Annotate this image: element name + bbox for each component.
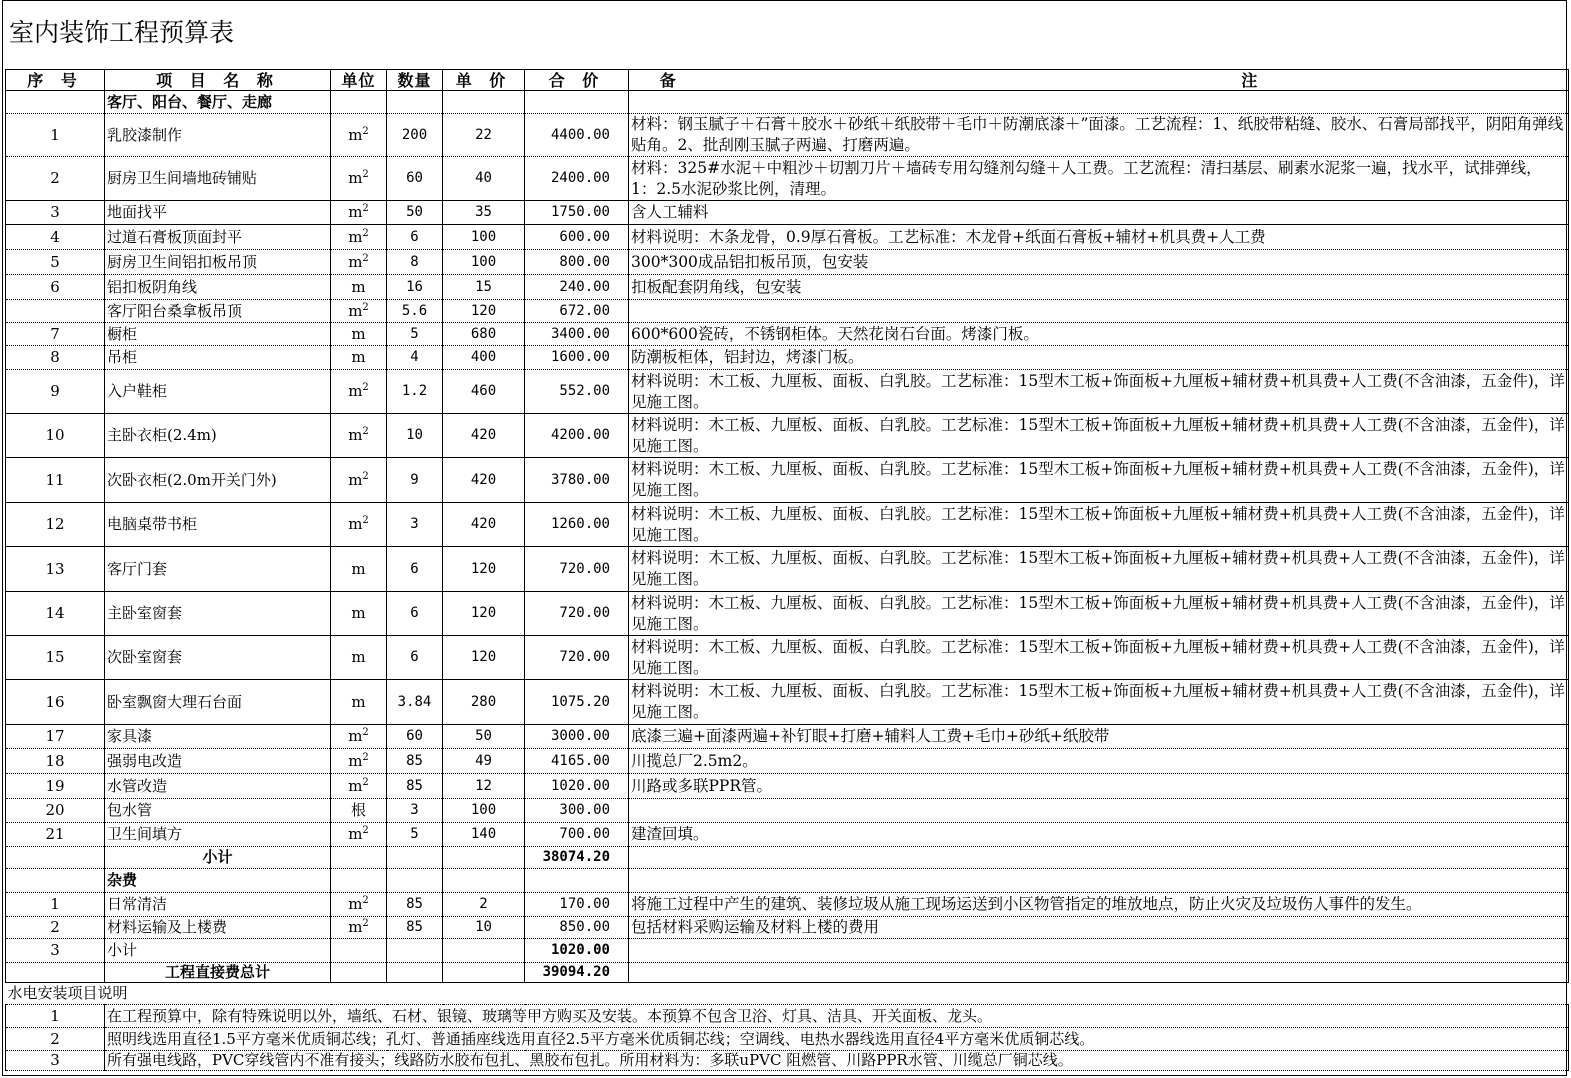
row-total: 4165.00 (525, 749, 629, 774)
blank (443, 869, 525, 893)
notes-title-row (6, 983, 1569, 1005)
row-total: 800.00 (525, 250, 629, 275)
row-unit-sup: 2 (362, 751, 369, 763)
row-total: 720.00 (525, 592, 629, 636)
header-name: 项 目 名 称 (105, 70, 331, 91)
section-title: 杂费 (105, 869, 331, 893)
row-unit (331, 893, 387, 917)
row-unit-text: m (348, 382, 363, 400)
row-name: 过道石膏板顶面封平 (105, 225, 331, 250)
misc-row (6, 917, 1569, 939)
row-unit-text: m (348, 727, 363, 745)
row-qty: 8 (387, 250, 443, 275)
row-no: 2 (6, 917, 105, 939)
row-price: 400 (443, 346, 525, 370)
row-total: 4200.00 (525, 414, 629, 458)
table-row (6, 300, 1569, 323)
row-qty: 5 (387, 323, 443, 346)
table-row (6, 636, 1569, 680)
row-unit (331, 323, 387, 346)
row-unit-text: m (351, 648, 366, 666)
row-name: 厨房卫生间铝扣板吊顶 (105, 250, 331, 275)
blank (629, 847, 1569, 869)
row-unit-text: m (348, 470, 363, 489)
row-no: 9 (6, 370, 105, 414)
table-row (6, 547, 1569, 592)
row-total: 720.00 (525, 547, 629, 592)
row-unit-sup: 2 (362, 426, 369, 437)
row-total: 700.00 (525, 823, 629, 847)
header-qty: 数量 (387, 70, 443, 91)
row-unit (331, 939, 387, 963)
row-qty: 60 (387, 725, 443, 749)
row-remark: 防潮板柜体，铝封边，烤漆门板。 (629, 346, 1569, 370)
row-unit-text: m (348, 125, 363, 144)
subtotal-blank (6, 847, 105, 869)
row-unit (331, 225, 387, 250)
blank (331, 847, 387, 869)
row-remark: 扣板配套阴角线，包安装 (629, 275, 1569, 300)
row-unit (331, 503, 387, 547)
row-unit-sup: 2 (362, 382, 369, 393)
row-name: 电脑桌带书柜 (105, 503, 331, 547)
row-no: 19 (6, 774, 105, 799)
row-unit-text: m (348, 825, 363, 843)
row-qty: 85 (387, 749, 443, 774)
row-no: 14 (6, 592, 105, 636)
row-remark: 材料说明：木工板、九厘板、面板、白乳胶。工艺标准：15型木工板+饰面板+九厘板+辅材费+机具费+人工费(不含油漆，五金件)，详见施工图。 (629, 680, 1569, 725)
row-price: 120 (443, 300, 525, 323)
row-remark: 600*600瓷砖，不锈钢柜体。天然花岗石台面。烤漆门板。 (629, 323, 1569, 346)
budget-table (5, 69, 1569, 1071)
row-price: 22 (443, 114, 525, 157)
row-qty: 85 (387, 893, 443, 917)
row-price: 280 (443, 680, 525, 725)
row-total: 300.00 (525, 799, 629, 823)
header-row (6, 70, 1569, 91)
table-row (6, 370, 1569, 414)
row-unit-text: 根 (350, 801, 366, 819)
row-name: 主卧衣柜(2.4m) (105, 414, 331, 458)
row-qty: 3 (387, 503, 443, 547)
row-unit-text: m (351, 604, 366, 622)
row-total: 600.00 (525, 225, 629, 250)
row-no: 13 (6, 547, 105, 592)
row-unit-sup: 2 (362, 301, 369, 313)
blank (387, 847, 443, 869)
note-text: 在工程预算中，除有特殊说明以外，墙纸、石材、银镜、玻璃等甲方购买及安装。本预算不包含卫浴、灯具、洁具、开关面板、龙头。 (105, 1005, 1569, 1028)
row-remark: 底漆三遍+面漆两遍+补钉眼+打磨+辅料人工费+毛巾+砂纸+纸胶带 (629, 725, 1569, 749)
header-remark-1: 备 (659, 70, 676, 90)
row-remark: 材料说明：木工板、九厘板、面板、白乳胶。工艺标准：15型木工板+饰面板+九厘板+辅材费+机具费+人工费(不含油漆，五金件)，详见施工图。 (629, 503, 1569, 547)
row-remark: 材料说明：木工板、九厘板、面板、白乳胶。工艺标准：15型木工板+饰面板+九厘板+辅材费+机具费+人工费(不含油漆，五金件)，详见施工图。 (629, 547, 1569, 592)
row-unit-text: m (348, 426, 363, 444)
table-row (6, 823, 1569, 847)
row-price: 12 (443, 774, 525, 799)
table-row (6, 503, 1569, 547)
table-row (6, 725, 1569, 749)
row-no: 2 (6, 157, 105, 201)
row-qty: 16 (387, 275, 443, 300)
section-row (6, 869, 1569, 893)
row-price: 50 (443, 725, 525, 749)
blank (6, 963, 105, 983)
row-remark: 材料：钢玉腻子＋石膏＋胶水＋砂纸＋纸胶带＋毛巾＋防潮底漆＋”面漆。工艺流程：1、纸胶带粘缝、胶水、石膏局部找平，阴阳角弹线贴角。2、批刮刚玉腻子两遍、打磨两遍。 (629, 114, 1569, 157)
row-remark: 将施工过程中产生的建筑、装修垃圾从施工现场运送到小区物管指定的堆放地点，防止火灾及垃圾伤人事件的发生。 (629, 893, 1569, 917)
row-total: 4400.00 (525, 114, 629, 157)
row-name: 铝扣板阴角线 (105, 275, 331, 300)
blank (443, 847, 525, 869)
row-total: 3400.00 (525, 323, 629, 346)
row-name: 厨房卫生间墙地砖铺贴 (105, 157, 331, 201)
row-price: 49 (443, 749, 525, 774)
row-remark: 材料说明：木工板、九厘板、面板、白乳胶。工艺标准：15型木工板+饰面板+九厘板+辅材费+机具费+人工费(不含油漆，五金件)，详见施工图。 (629, 636, 1569, 680)
table-row (6, 458, 1569, 503)
row-unit-sup: 2 (362, 125, 369, 137)
row-qty: 3 (387, 799, 443, 823)
row-unit-text: m (351, 559, 366, 578)
row-name: 橱柜 (105, 323, 331, 346)
header-total: 合 价 (525, 70, 629, 91)
row-no: 17 (6, 725, 105, 749)
grand-total-value: 39094.20 (525, 963, 629, 983)
row-unit-sup: 2 (362, 252, 369, 264)
table-row (6, 225, 1569, 250)
row-name: 主卧室窗套 (105, 592, 331, 636)
row-unit-text: m (351, 348, 366, 366)
row-unit-sup: 2 (362, 776, 369, 788)
row-name: 地面找平 (105, 201, 331, 225)
row-price: 680 (443, 323, 525, 346)
row-unit (331, 636, 387, 680)
row-price: 420 (443, 458, 525, 503)
blank (629, 869, 1569, 893)
subtotal-value: 38074.20 (525, 847, 629, 869)
row-unit-sup: 2 (362, 825, 369, 836)
row-name: 吊柜 (105, 346, 331, 370)
table-row (6, 749, 1569, 774)
row-unit (331, 250, 387, 275)
row-name: 材料运输及上楼费 (105, 917, 331, 939)
row-no: 7 (6, 323, 105, 346)
header-remark (629, 70, 1569, 91)
row-name: 水管改造 (105, 774, 331, 799)
table-row (6, 592, 1569, 636)
note-no: 1 (6, 1005, 105, 1028)
blank (629, 963, 1569, 983)
row-unit-sup: 2 (362, 169, 369, 180)
row-total: 3000.00 (525, 725, 629, 749)
row-unit-sup: 2 (362, 203, 369, 214)
row-unit (331, 114, 387, 157)
row-remark: 建渣回填。 (629, 823, 1569, 847)
row-price: 460 (443, 370, 525, 414)
row-no: 16 (6, 680, 105, 725)
row-no: 1 (6, 893, 105, 917)
row-unit (331, 157, 387, 201)
row-remark: 材料：325#水泥＋中粗沙＋切割刀片＋墙砖专用勾缝剂勾缝＋人工费。工艺流程：清扫基层、刷素水泥浆一遍，找水平，试排弹线，1：2.5水泥砂浆比例，清理。 (629, 157, 1569, 201)
budget-sheet (2, 0, 1567, 1076)
row-price (443, 939, 525, 963)
row-no: 20 (6, 799, 105, 823)
table-row (6, 114, 1569, 157)
section-row (6, 91, 1569, 114)
row-price: 100 (443, 799, 525, 823)
row-qty: 6 (387, 636, 443, 680)
grand-total-label: 工程直接费总计 (105, 963, 331, 983)
row-qty: 200 (387, 114, 443, 157)
row-unit-text: m (348, 169, 363, 187)
section-title: 客厅、阳台、餐厅、走廊 (105, 91, 331, 114)
row-no: 10 (6, 414, 105, 458)
row-remark (629, 939, 1569, 963)
table-row (6, 346, 1569, 370)
row-price: 100 (443, 250, 525, 275)
table-row (6, 799, 1569, 823)
note-row (6, 1051, 1569, 1071)
row-qty: 85 (387, 774, 443, 799)
row-unit (331, 300, 387, 323)
row-price: 420 (443, 414, 525, 458)
sheet-title: 室内装饰工程预算表 (9, 18, 235, 47)
row-unit (331, 749, 387, 774)
row-unit-text: m (348, 776, 363, 795)
row-no: 15 (6, 636, 105, 680)
table-row (6, 680, 1569, 725)
row-unit (331, 458, 387, 503)
row-no: 21 (6, 823, 105, 847)
row-no: 6 (6, 275, 105, 300)
row-total: 3780.00 (525, 458, 629, 503)
row-remark: 材料说明：木工板、九厘板、面板、白乳胶。工艺标准：15型木工板+饰面板+九厘板+辅材费+机具费+人工费(不含油漆，五金件)，详见施工图。 (629, 370, 1569, 414)
row-remark: 含人工辅料 (629, 201, 1569, 225)
row-no: 8 (6, 346, 105, 370)
row-unit-sup: 2 (362, 727, 369, 738)
row-name: 次卧室窗套 (105, 636, 331, 680)
row-price: 40 (443, 157, 525, 201)
row-name: 强弱电改造 (105, 749, 331, 774)
header-price: 单 价 (443, 70, 525, 91)
row-unit (331, 592, 387, 636)
row-no: 18 (6, 749, 105, 774)
row-total: 850.00 (525, 917, 629, 939)
row-unit-text: m (351, 324, 366, 343)
row-unit (331, 823, 387, 847)
row-name: 家具漆 (105, 725, 331, 749)
header-no: 序 号 (6, 70, 105, 91)
row-no: 5 (6, 250, 105, 275)
row-no: 3 (6, 939, 105, 963)
row-total: 1075.20 (525, 680, 629, 725)
table-row (6, 414, 1569, 458)
row-name: 入户鞋柜 (105, 370, 331, 414)
row-total: 1600.00 (525, 346, 629, 370)
row-qty: 3.84 (387, 680, 443, 725)
note-no: 2 (6, 1028, 105, 1051)
row-unit (331, 370, 387, 414)
row-remark: 材料说明：木工板、九厘板、面板、白乳胶。工艺标准：15型木工板+饰面板+九厘板+辅材费+机具费+人工费(不含油漆，五金件)，详见施工图。 (629, 414, 1569, 458)
row-unit (331, 547, 387, 592)
table-row (6, 323, 1569, 346)
row-qty: 9 (387, 458, 443, 503)
row-unit-text: m (348, 895, 363, 913)
table-row (6, 774, 1569, 799)
subtotal-row (6, 847, 1569, 869)
row-remark (629, 799, 1569, 823)
row-qty: 6 (387, 547, 443, 592)
row-price: 35 (443, 201, 525, 225)
row-price: 100 (443, 225, 525, 250)
row-name: 包水管 (105, 799, 331, 823)
row-qty (387, 939, 443, 963)
row-unit-text: m (348, 203, 363, 221)
row-name: 客厅阳台桑拿板吊顶 (105, 300, 331, 323)
row-name: 乳胶漆制作 (105, 114, 331, 157)
row-unit (331, 414, 387, 458)
row-unit-text: m (351, 277, 366, 296)
row-unit-text: m (348, 918, 363, 936)
row-name: 卫生间填方 (105, 823, 331, 847)
row-qty: 1.2 (387, 370, 443, 414)
note-no: 3 (6, 1051, 105, 1071)
row-price: 2 (443, 893, 525, 917)
row-unit-sup: 2 (362, 918, 369, 929)
row-total: 1260.00 (525, 503, 629, 547)
row-qty: 6 (387, 225, 443, 250)
row-remark: 川路或多联PPR管。 (629, 774, 1569, 799)
note-text: 照明线选用直径1.5平方毫米优质铜芯线；孔灯、普通插座线选用直径2.5平方毫米优质铜芯线；空调线、电热水器线选用直径4平方毫米优质铜芯线。 (105, 1028, 1569, 1051)
note-row (6, 1005, 1569, 1028)
row-qty: 6 (387, 592, 443, 636)
row-unit (331, 799, 387, 823)
subtotal-label: 小计 (105, 847, 331, 869)
row-unit-text: m (348, 515, 363, 533)
row-no: 1 (6, 114, 105, 157)
row-qty: 5.6 (387, 300, 443, 323)
row-name: 次卧衣柜(2.0m开关门外) (105, 458, 331, 503)
row-total: 720.00 (525, 636, 629, 680)
row-qty: 10 (387, 414, 443, 458)
row-unit-sup: 2 (362, 515, 369, 526)
table-row (6, 250, 1569, 275)
note-row (6, 1028, 1569, 1051)
note-text: 所有强电线路，PVC穿线管内不准有接头；线路防水胶布包扎、黑胶布包扎。所用材料为：多联uPVC 阻燃管、川路PPR水管、川缆总厂铜芯线。 (105, 1051, 1569, 1071)
row-remark: 材料说明：木工板、九厘板、面板、白乳胶。工艺标准：15型木工板+饰面板+九厘板+辅材费+机具费+人工费(不含油漆，五金件)，详见施工图。 (629, 458, 1569, 503)
row-price: 120 (443, 592, 525, 636)
row-unit (331, 774, 387, 799)
row-total: 552.00 (525, 370, 629, 414)
blank (387, 869, 443, 893)
row-total: 1020.00 (525, 774, 629, 799)
row-remark (629, 300, 1569, 323)
row-no: 12 (6, 503, 105, 547)
blank (331, 963, 387, 983)
row-name: 小计 (105, 939, 331, 963)
row-price: 15 (443, 275, 525, 300)
row-unit-text: m (348, 751, 363, 770)
misc-row (6, 893, 1569, 917)
row-price: 120 (443, 547, 525, 592)
row-price: 420 (443, 503, 525, 547)
notes-title: 水电安装项目说明 (6, 983, 1569, 1005)
row-unit (331, 201, 387, 225)
row-unit (331, 917, 387, 939)
row-unit (331, 725, 387, 749)
row-total: 240.00 (525, 275, 629, 300)
row-remark: 300*300成品铝扣板吊顶，包安装 (629, 250, 1569, 275)
row-remark: 材料说明：木工板、九厘板、面板、白乳胶。工艺标准：15型木工板+饰面板+九厘板+辅材费+机具费+人工费(不含油漆，五金件)，详见施工图。 (629, 592, 1569, 636)
table-row (6, 275, 1569, 300)
blank (387, 963, 443, 983)
row-no: 4 (6, 225, 105, 250)
row-price: 140 (443, 823, 525, 847)
row-price: 120 (443, 636, 525, 680)
row-unit-text: m (351, 692, 366, 711)
row-unit-sup: 2 (362, 227, 369, 239)
row-total: 1750.00 (525, 201, 629, 225)
grand-total-row (6, 963, 1569, 983)
row-remark: 材料说明：木条龙骨，0.9厚石膏板。工艺标准：木龙骨+纸面石膏板+辅材+机具费+人工费 (629, 225, 1569, 250)
row-total: 672.00 (525, 300, 629, 323)
row-total: 1020.00 (525, 939, 629, 963)
row-no (6, 300, 105, 323)
row-qty: 60 (387, 157, 443, 201)
row-total: 2400.00 (525, 157, 629, 201)
blank (6, 869, 105, 893)
row-no: 11 (6, 458, 105, 503)
blank (443, 963, 525, 983)
row-unit (331, 346, 387, 370)
header-unit: 单位 (331, 70, 387, 91)
table-row (6, 201, 1569, 225)
row-unit (331, 680, 387, 725)
row-qty: 50 (387, 201, 443, 225)
row-unit (331, 275, 387, 300)
row-qty: 5 (387, 823, 443, 847)
row-remark: 包括材料采购运输及材料上楼的费用 (629, 917, 1569, 939)
row-name: 日常清洁 (105, 893, 331, 917)
blank (525, 869, 629, 893)
row-unit-text: m (348, 301, 363, 320)
row-unit-sup: 2 (362, 895, 369, 906)
header-remark-2: 注 (1241, 70, 1258, 90)
row-qty: 85 (387, 917, 443, 939)
blank (331, 869, 387, 893)
row-unit-text: m (348, 227, 363, 246)
table-row (6, 157, 1569, 201)
row-unit-text: m (348, 252, 363, 271)
misc-row (6, 939, 1569, 963)
row-price: 10 (443, 917, 525, 939)
row-total: 170.00 (525, 893, 629, 917)
row-name: 卧室飘窗大理石台面 (105, 680, 331, 725)
row-no: 3 (6, 201, 105, 225)
row-qty: 4 (387, 346, 443, 370)
row-unit-sup: 2 (362, 470, 369, 482)
row-remark: 川揽总厂2.5m2。 (629, 749, 1569, 774)
row-name: 客厅门套 (105, 547, 331, 592)
